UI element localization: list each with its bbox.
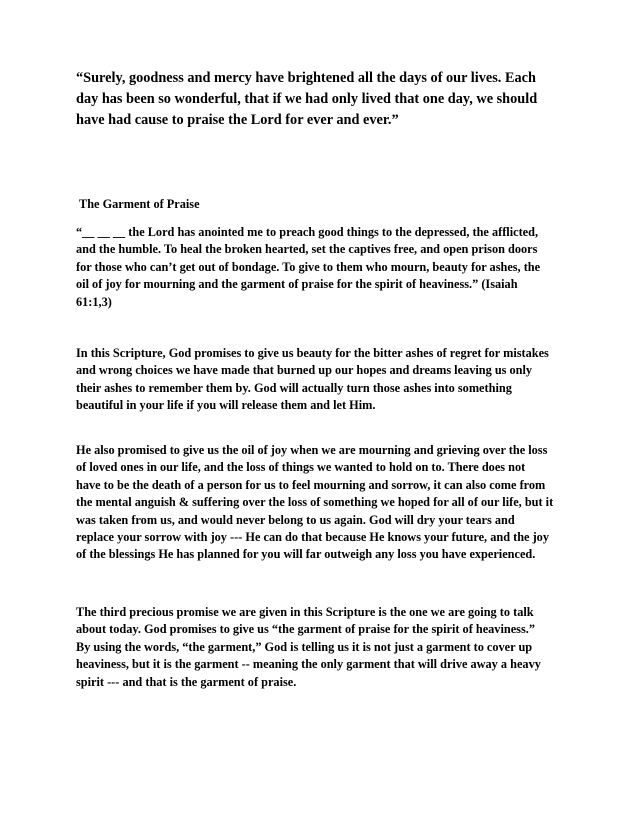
paragraph-line: beautiful in your life if you will release them and let Him. (76, 398, 376, 413)
paragraph-line: oil of joy for mourning and the garment of praise for the spirit of heaviness.” (Isaiah (76, 277, 518, 292)
section-heading: The Garment of Praise (79, 197, 200, 211)
paragraph-line: 61:1,3) (76, 294, 112, 309)
oil-of-joy-paragraph (76, 442, 572, 564)
paragraph-line: The third precious promise we are given in this Scripture is the one we are going to talk (76, 605, 534, 619)
paragraph-line: of the blessings He has planned for you will far outweigh any loss you have experienced. (76, 547, 536, 562)
paragraph-line: about today. God promises to give us “the garment of praise for the spirit of heaviness.” (76, 622, 535, 637)
paragraph-line: and the humble. To heal the broken hearted, set the captives free, and open prison doors (76, 242, 538, 257)
paragraph-line: have to be the death of a person for us to feel mourning and sorrow, it can also come from (76, 477, 546, 492)
paragraph-line: He also promised to give us the oil of joy when we are mourning and grieving over the loss (76, 443, 548, 457)
scripture-paragraph (76, 224, 572, 311)
paragraph-line: In this Scripture, God promises to give us beauty for the bitter ashes of regret for mistakes (76, 346, 549, 360)
paragraph-line: for those who can’t get out of bondage. To give to them who mourn, beauty for ashes, the (76, 259, 541, 274)
paragraph-line: was taken from us, and would never belong to us again. God will dry your tears and (76, 512, 515, 527)
paragraph-line: and wrong choices we have made that burned up our hopes and dreams leaving us only (76, 363, 533, 378)
paragraph-line: their ashes to remember them by. God will actually turn those ashes into something (76, 380, 512, 395)
paragraph-line: of loved ones in our life, and the loss of things we wanted to hold on to. There does not (76, 460, 526, 475)
beauty-for-ashes-paragraph (76, 345, 572, 415)
quote-line: have had cause to praise the Lord for ever and ever.” (76, 112, 399, 128)
paragraph-line: By using the words, “the garment,” God is telling us it is not just a garment to cover up (76, 639, 533, 654)
opening-quote (76, 68, 566, 131)
garment-of-praise-paragraph (76, 604, 572, 691)
paragraph-line: spirit --- and that is the garment of praise. (76, 674, 297, 689)
quote-line: “Surely, goodness and mercy have brightened all the days of our lives. Each (76, 70, 536, 86)
paragraph-line: replace your sorrow with joy --- He can do that because He knows your future, and the joy (76, 530, 549, 545)
paragraph-line: the mental anguish & suffering over the loss of something we hoped for all of our life, but it (76, 495, 554, 510)
paragraph-line: heaviness, but it is the garment -- meaning the only garment that will drive away a heavy (76, 657, 541, 672)
quote-line: day has been so wonderful, that if we had only lived that one day, we should (76, 91, 538, 107)
paragraph-line: “__ __ __ the Lord has anointed me to preach good things to the depressed, the afflicted, (76, 225, 539, 239)
